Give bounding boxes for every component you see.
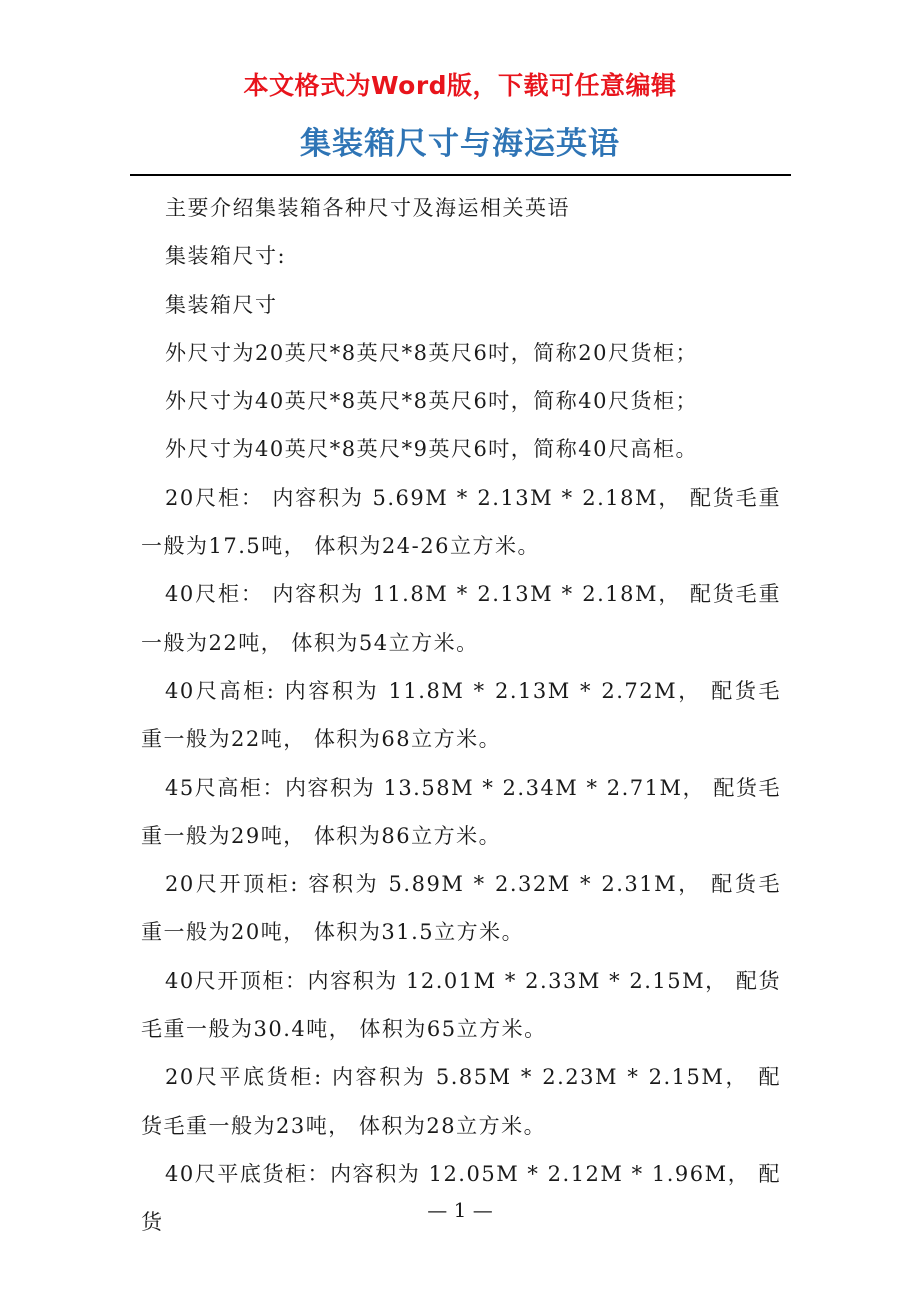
paragraph: 20尺平底货柜: 内容积为 5.85M * 2.23M * 2.15M， 配货毛重一般为23吨， 体积为28立方米。 — [141, 1065, 781, 1138]
download-banner: 本文格式为Word版，下载可任意编辑 — [243, 71, 677, 100]
paragraph: 外尺寸为20英尺*8英尺*8英尺6吋，简称20尺货柜； — [165, 340, 699, 365]
paragraph: 40尺柜： 内容积为 11.8M * 2.13M * 2.18M， 配货毛重一般为22吨， 体积为54立方米。 — [141, 582, 781, 655]
paragraph: 20尺开顶柜: 容积为 5.89M * 2.32M * 2.31M， 配货毛重一般为20吨， 体积为31.5立方米。 — [141, 872, 781, 945]
paragraph: 45尺高柜：内容积为 13.58M * 2.34M * 2.71M， 配货毛重一般为29吨， 体积为86立方米。 — [141, 775, 781, 848]
title-divider — [130, 174, 791, 176]
paragraph: 40尺平底货柜：内容积为 12.05M * 2.12M * 1.96M， 配货 — [141, 1161, 781, 1235]
paragraph: 集装箱尺寸 — [165, 292, 278, 317]
paragraph: 外尺寸为40英尺*8英尺*9英尺6吋，简称40尺高柜。 — [165, 437, 699, 462]
paragraph: 20尺柜： 内容积为 5.69M * 2.13M * 2.18M， 配货毛重一般为17.5吨， 体积为24-26立方米。 — [141, 485, 781, 559]
paragraph: 40尺高柜: 内容积为 11.8M * 2.13M * 2.72M， 配货毛重一般为22吨， 体积为68立方米。 — [141, 678, 781, 752]
paragraph: 主要介绍集装箱各种尺寸及海运相关英语 — [165, 196, 570, 220]
paragraph: 外尺寸为40英尺*8英尺*8英尺6吋，简称40尺货柜； — [165, 389, 699, 414]
paragraph: 集装箱尺寸: — [165, 244, 287, 269]
paragraph: 40尺开顶柜：内容积为 12.01M * 2.33M * 2.15M， 配货毛重一般为30.4吨， 体积为65立方米。 — [141, 968, 781, 1042]
document-title: 集装箱尺寸与海运英语 — [300, 126, 620, 162]
page-number: — 1 — — [427, 1198, 493, 1222]
document-body — [141, 184, 781, 1247]
